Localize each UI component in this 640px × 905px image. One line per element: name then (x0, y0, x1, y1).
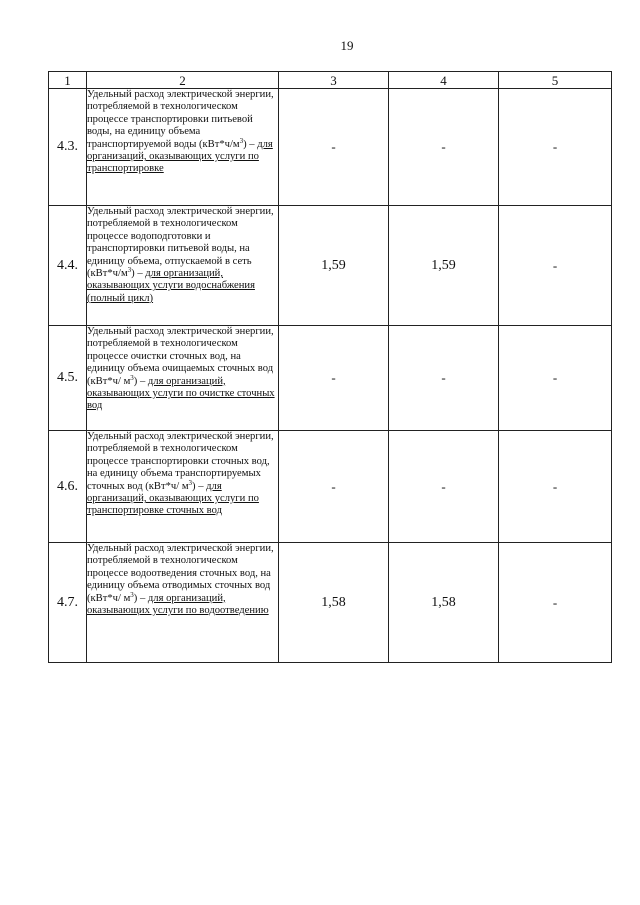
table-row (49, 89, 612, 206)
row-col4-value: - (389, 326, 499, 431)
desc-sup: 3 (239, 136, 244, 145)
row-col5-value: - (499, 543, 612, 663)
row-col3-value: - (279, 326, 389, 431)
row-description (87, 431, 279, 543)
desc-underlined: для организаций, оказывающих услуги по водоотведению (87, 592, 269, 617)
row-col5-value: - (499, 206, 612, 326)
table-header-row (49, 72, 612, 89)
desc-text: Удельный расход электрической энергии, потребляемой в технологическом процессе водоподготовки и транспортировки питьевой воды, на единицу объема, отпускаемой в сеть (кВт*ч/м (87, 206, 274, 280)
desc-after: ) – (192, 480, 207, 492)
desc-text: Удельный расход электрической энергии, потребляемой в технологическом процессе очистки сточных вод, на единицу объема очищаемых сточных вод (кВт*ч/ м (87, 326, 274, 387)
desc-sup: 3 (188, 478, 193, 487)
row-number: 4.5. (49, 326, 87, 431)
row-col3-value: 1,59 (279, 206, 389, 326)
desc-sup: 3 (130, 373, 134, 382)
desc-after: ) – (133, 375, 148, 387)
table-row (49, 206, 612, 326)
row-number: 4.7. (49, 543, 87, 663)
indicator-table (48, 71, 612, 663)
desc-after: ) – (131, 268, 146, 280)
row-col3-value: 1,58 (279, 543, 389, 663)
row-col4-value: 1,58 (389, 543, 499, 663)
desc-text: Удельный расход электрической энергии, потребляемой в технологическом процессе транспортировки питьевой воды, на единицу объема транспортируемой воды (кВт*ч/м (87, 89, 274, 150)
row-col5-value: - (499, 431, 612, 543)
header-col-3: 3 (279, 72, 389, 89)
row-description (87, 206, 279, 326)
row-number: 4.4. (49, 206, 87, 326)
row-description (87, 543, 279, 663)
row-col4-value: - (389, 89, 499, 206)
header-col-5: 5 (499, 72, 612, 89)
row-description (87, 326, 279, 431)
header-col-1: 1 (49, 72, 87, 89)
row-col4-value: 1,59 (389, 206, 499, 326)
desc-underlined: для организаций, оказывающих услуги по транспортировке сточных вод (87, 480, 259, 517)
desc-underlined: для организаций, оказывающих услуги по очистке сточных вод (87, 375, 275, 412)
table-row (49, 326, 612, 431)
row-number: 4.3. (49, 89, 87, 206)
header-col-2: 2 (87, 72, 279, 89)
row-col5-value: - (499, 326, 612, 431)
desc-sup: 3 (130, 590, 134, 599)
row-col3-value: - (279, 89, 389, 206)
page-number: 19 (340, 38, 354, 53)
desc-underlined: для организаций, оказывающих услуги по транспортировке (87, 138, 273, 175)
desc-after: ) – (133, 592, 148, 604)
row-description (87, 89, 279, 206)
desc-underlined: для организаций, оказывающих услуги водоснабжения (полный цикл) (87, 268, 255, 304)
table-row (49, 431, 612, 543)
desc-text: Удельный расход электрической энергии, потребляемой в технологическом процессе водоотведения сточных вод, на единицу объема отводимых сточных вод (кВт*ч/ м (87, 543, 274, 604)
desc-sup: 3 (127, 266, 132, 275)
row-col3-value: - (279, 431, 389, 543)
header-col-4: 4 (389, 72, 499, 89)
row-col5-value: - (499, 89, 612, 206)
desc-after: ) – (243, 138, 258, 150)
table-row (49, 543, 612, 663)
row-col4-value: - (389, 431, 499, 543)
row-number: 4.6. (49, 431, 87, 543)
desc-text: Удельный расход электрической энергии, потребляемой в технологическом процессе транспортировки сточных вод, на единицу объема транспортируемых сточных вод (кВт*ч/ м (87, 431, 274, 492)
